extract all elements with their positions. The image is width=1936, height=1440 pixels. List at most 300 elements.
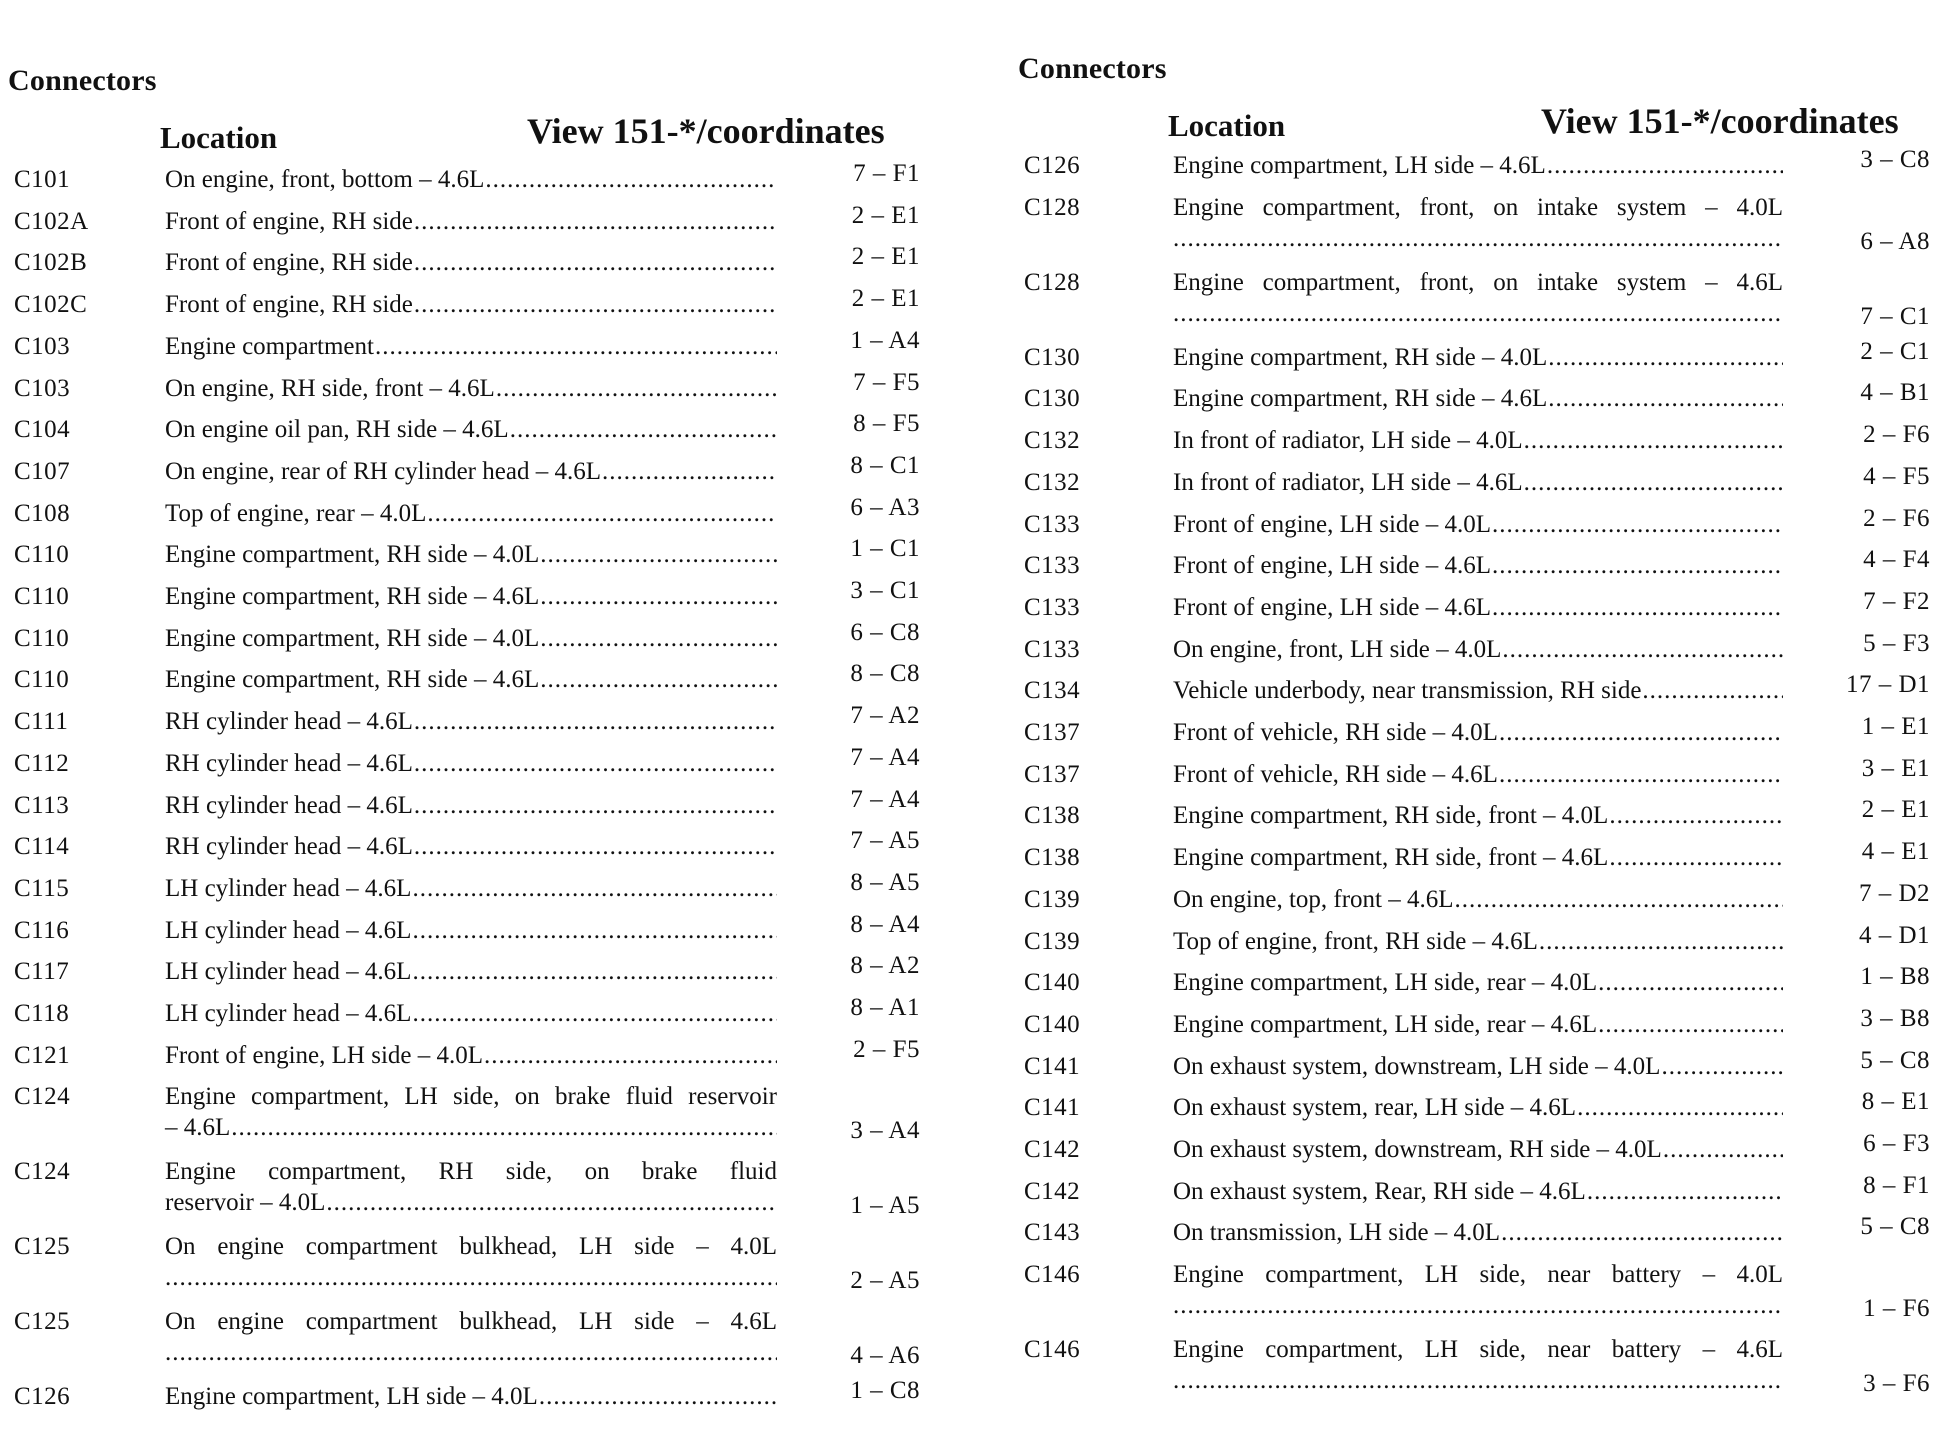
connector-id: C124 (14, 1083, 71, 1111)
connector-id: C124 (14, 1158, 71, 1186)
table-row (1010, 838, 1936, 884)
location-text (165, 706, 777, 737)
dot-leader (414, 206, 777, 237)
dot-leader (1548, 342, 1783, 373)
table-row (1010, 713, 1936, 759)
location-header: Location (1168, 108, 1286, 143)
location-text (165, 1231, 777, 1293)
location-text (165, 748, 777, 779)
table-row (0, 410, 960, 456)
table-row (0, 368, 960, 415)
location-text (1173, 425, 1783, 456)
table-row (1010, 504, 1936, 551)
table-row (1010, 546, 1936, 592)
location-label: Engine compartment, front, on intake system – 4.6L (1173, 268, 1783, 296)
location-text (1173, 383, 1783, 414)
table-row (1010, 462, 1936, 509)
location-text (165, 1156, 777, 1218)
connector-id: C103 (14, 332, 71, 360)
connector-id: C137 (1024, 760, 1081, 788)
connector-id: C133 (1024, 552, 1081, 580)
table-row (0, 1377, 960, 1423)
location-label-continued: reservoir – 4.0L (165, 1189, 326, 1217)
table-row (1010, 267, 1936, 342)
table-row (0, 285, 960, 331)
connector-id: C143 (1024, 1219, 1081, 1247)
connector-id: C128 (1024, 268, 1081, 296)
table-row (1010, 629, 1936, 676)
coordinates: 3 – E1 (1861, 754, 1930, 782)
coordinates: 3 – A4 (850, 1117, 920, 1145)
dot-leader (412, 873, 777, 904)
table-row (0, 952, 960, 998)
table-row (1010, 796, 1936, 842)
location-label: On exhaust system, Rear, RH side – 4.6L (1173, 1177, 1586, 1205)
location-label: Front of engine, RH side (165, 207, 413, 235)
coordinates: 2 – A5 (850, 1267, 920, 1295)
section-title: Connectors (8, 64, 157, 97)
coordinates: 3 – F6 (1863, 1370, 1930, 1398)
coordinates: 8 – A1 (850, 994, 920, 1021)
location-label: Front of engine, LH side – 4.0L (1173, 510, 1492, 538)
location-label: LH cylinder head – 4.6L (165, 916, 412, 944)
location-text (1173, 675, 1783, 706)
location-text (1173, 926, 1783, 957)
location-label: On engine oil pan, RH side – 4.6L (165, 416, 509, 444)
dot-leader (1492, 592, 1783, 623)
dot-leader (540, 623, 777, 654)
coordinates: 6 – C8 (850, 618, 920, 646)
connector-id: C132 (1024, 427, 1081, 455)
location-text (165, 498, 777, 529)
location-label: RH cylinder head – 4.6L (165, 749, 413, 777)
dot-leader (1663, 1134, 1783, 1165)
connector-id: C111 (14, 708, 69, 736)
location-text (165, 790, 777, 821)
view-coordinates-header: View 151-*/coordinates (527, 111, 885, 151)
table-row (0, 1306, 960, 1381)
location-label: Engine compartment, LH side, rear – 4.0L (1173, 969, 1598, 997)
location-text (1173, 550, 1783, 581)
table-row (1010, 192, 1936, 267)
location-label: Engine compartment, RH side, on brake fluid (165, 1158, 777, 1186)
table-row (1010, 754, 1936, 801)
connector-id: C141 (1024, 1052, 1081, 1080)
coordinates: 8 – A2 (850, 952, 920, 980)
table-row (0, 743, 960, 790)
dot-leader (484, 1040, 777, 1071)
dot-leader (1598, 967, 1783, 998)
connector-id: C102A (14, 207, 89, 235)
location-text (1173, 884, 1783, 915)
connector-id: C134 (1024, 677, 1081, 705)
location-text (165, 331, 777, 362)
location-text (1173, 967, 1783, 998)
coordinates: 8 – F5 (853, 410, 920, 438)
location-text (165, 414, 777, 445)
table-row (0, 243, 960, 289)
location-text (165, 664, 777, 695)
connector-id: C107 (14, 457, 71, 485)
coordinates: 5 – C8 (1860, 1046, 1930, 1074)
table-row (0, 1035, 960, 1082)
location-text (1173, 759, 1783, 790)
location-label: Front of engine, LH side – 4.6L (1173, 552, 1492, 580)
connector-id: C133 (1024, 593, 1081, 621)
location-label: On engine compartment bulkhead, LH side – 4.0L (165, 1233, 777, 1261)
table-row (1010, 146, 1936, 192)
location-label: Front of engine, LH side – 4.0L (165, 1041, 484, 1069)
connector-id: C132 (1024, 468, 1081, 496)
coordinates: 4 – F5 (1863, 462, 1930, 490)
coordinates: 8 – C1 (850, 451, 920, 479)
location-text (165, 956, 777, 987)
location-text (1173, 1176, 1783, 1207)
location-text (1173, 192, 1783, 254)
dot-leader (1173, 1365, 1783, 1396)
coordinates: 17 – D1 (1845, 671, 1930, 699)
connector-id: C128 (1024, 193, 1081, 221)
location-label: LH cylinder head – 4.6L (165, 1000, 412, 1027)
dot-leader (1548, 383, 1783, 414)
location-label: Front of engine, RH side (165, 249, 413, 277)
coordinates: 4 – B1 (1860, 379, 1930, 407)
coordinates: 7 – F1 (853, 160, 920, 187)
dot-leader (1587, 1176, 1783, 1207)
coordinates: 7 – F5 (853, 368, 920, 396)
location-label: Engine compartment, LH side, near battery – 4.0L (1173, 1261, 1783, 1289)
coordinates: 2 – E1 (851, 243, 920, 271)
location-text (165, 831, 777, 862)
location-text (1173, 800, 1783, 831)
dot-leader (1499, 759, 1783, 790)
dot-leader (414, 748, 777, 779)
table-row (0, 160, 960, 206)
location-label: Engine compartment, LH side – 4.6L (1173, 152, 1546, 179)
table-row (1010, 1004, 1936, 1051)
location-text (1173, 1092, 1783, 1123)
location-text (165, 1081, 777, 1143)
table-row (0, 1231, 960, 1306)
location-text (165, 915, 777, 946)
table-row (0, 868, 960, 915)
coordinates: 2 – C1 (1860, 337, 1930, 365)
dot-leader (1524, 425, 1783, 456)
location-text (165, 1306, 777, 1368)
table-row (0, 493, 960, 540)
table-row (0, 1156, 960, 1231)
table-row (1010, 1130, 1936, 1176)
connector-id: C103 (14, 374, 71, 402)
coordinates: 5 – C8 (1860, 1213, 1930, 1241)
dot-leader (1539, 926, 1783, 957)
connector-id: C110 (14, 624, 70, 652)
dot-leader (414, 289, 777, 320)
coordinates: 1 – A5 (850, 1192, 920, 1220)
dot-leader (231, 1112, 777, 1143)
location-label: RH cylinder head – 4.6L (165, 791, 413, 819)
dot-leader (375, 331, 777, 362)
location-label: Engine compartment, LH side – 4.0L (165, 1383, 538, 1411)
connector-id: C139 (1024, 885, 1081, 913)
table-row (0, 1081, 960, 1156)
location-label: Engine compartment, RH side – 4.6L (165, 666, 540, 694)
coordinates: 6 – F3 (1863, 1130, 1930, 1157)
table-row (0, 535, 960, 581)
location-text (165, 539, 777, 570)
coordinates: 8 – A5 (850, 868, 920, 896)
location-label: Top of engine, rear – 4.0L (165, 499, 427, 527)
connector-id: C117 (14, 958, 70, 986)
connector-id: C126 (14, 1383, 71, 1411)
location-label: Engine compartment, LH side, near battery – 4.6L (1173, 1336, 1783, 1364)
table-row (0, 827, 960, 873)
dot-leader (326, 1187, 777, 1218)
connector-id: C104 (14, 416, 71, 444)
location-label: On exhaust system, downstream, RH side – 4.0L (1173, 1136, 1662, 1163)
table-row (1010, 421, 1936, 467)
coordinates: 2 – E1 (851, 285, 920, 313)
location-label: Front of vehicle, RH side – 4.0L (1173, 719, 1498, 746)
dot-leader (1524, 467, 1783, 498)
table-row (0, 577, 960, 623)
connector-id: C102B (14, 249, 88, 277)
table-row (0, 326, 960, 373)
dot-leader (1661, 1051, 1783, 1082)
connector-id: C146 (1024, 1261, 1081, 1289)
location-text (1173, 1334, 1783, 1396)
table-row (1010, 1259, 1936, 1334)
table-row (1010, 1171, 1936, 1218)
location-label: Engine compartment, RH side, front – 4.0L (1173, 802, 1609, 830)
table-row (1010, 379, 1936, 425)
coordinates: 2 – F6 (1863, 421, 1930, 449)
location-text (165, 1040, 777, 1071)
connector-id: C110 (14, 666, 70, 694)
coordinates: 1 – E1 (1861, 713, 1930, 740)
location-label: LH cylinder head – 4.6L (165, 874, 412, 902)
location-text (1173, 342, 1783, 373)
view-coordinates-header: View 151-*/coordinates (1541, 101, 1899, 141)
dot-leader (1547, 150, 1783, 181)
location-label: LH cylinder head – 4.6L (165, 958, 412, 986)
coordinates: 1 – B8 (1860, 963, 1930, 991)
coordinates: 1 – F6 (1863, 1295, 1930, 1323)
coordinates: 2 – F5 (853, 1035, 920, 1063)
location-label: On exhaust system, downstream, LH side – 4.0L (1173, 1052, 1661, 1080)
location-label: RH cylinder head – 4.6L (165, 833, 413, 861)
coordinates: 4 – E1 (1861, 838, 1930, 866)
location-label-continued: – 4.6L (165, 1114, 231, 1142)
dot-leader (165, 1337, 777, 1368)
location-text (165, 623, 777, 654)
connector-id: C137 (1024, 719, 1081, 746)
dot-leader (414, 706, 777, 737)
location-label: Engine compartment, RH side – 4.6L (165, 583, 540, 610)
location-text (1173, 717, 1783, 748)
location-label: Engine compartment, RH side – 4.0L (165, 541, 540, 569)
connector-id: C114 (14, 833, 70, 861)
location-label: On engine, rear of RH cylinder head – 4.6L (165, 457, 601, 485)
connector-id: C133 (1024, 635, 1081, 663)
dot-leader (1492, 550, 1783, 581)
location-text (1173, 467, 1783, 498)
table-row (0, 785, 960, 832)
location-text (1173, 634, 1783, 665)
coordinates: 1 – C8 (850, 1377, 920, 1405)
location-text (165, 164, 777, 195)
location-header: Location (160, 120, 278, 155)
location-label: Engine compartment, RH side – 4.0L (1173, 343, 1548, 371)
coordinates: 4 – D1 (1858, 921, 1930, 949)
location-text (1173, 1051, 1783, 1082)
section-title: Connectors (1018, 52, 1167, 85)
connector-id: C110 (14, 583, 70, 610)
location-label: Top of engine, front, RH side – 4.6L (1173, 927, 1538, 955)
location-label: On engine, top, front – 4.6L (1173, 885, 1454, 913)
connector-id: C112 (14, 749, 70, 777)
dot-leader (427, 498, 777, 529)
connector-id: C142 (1024, 1177, 1081, 1205)
coordinates: 2 – F6 (1863, 504, 1930, 532)
coordinates: 1 – C1 (850, 535, 920, 563)
table-row (1010, 671, 1936, 717)
coordinates: 4 – A6 (850, 1342, 920, 1370)
dot-leader (602, 456, 777, 487)
coordinates: 7 – A4 (850, 785, 920, 813)
table-row (1010, 1088, 1936, 1134)
connector-id: C142 (1024, 1136, 1081, 1163)
location-label: Engine compartment, RH side – 4.6L (1173, 385, 1548, 413)
location-label: RH cylinder head – 4.6L (165, 708, 413, 736)
location-text (165, 873, 777, 904)
location-label: Front of engine, LH side – 4.6L (1173, 593, 1492, 621)
connector-id: C141 (1024, 1094, 1081, 1122)
dot-leader (496, 373, 777, 404)
location-text (1173, 842, 1783, 873)
dot-leader (1642, 675, 1783, 706)
connector-id: C125 (14, 1308, 71, 1336)
connector-id: C130 (1024, 343, 1081, 371)
location-label: On engine, front, bottom – 4.6L (165, 166, 485, 193)
location-label: Engine compartment, LH side, rear – 4.6L (1173, 1010, 1598, 1038)
location-text (1173, 509, 1783, 540)
dot-leader (414, 790, 777, 821)
coordinates: 3 – C1 (850, 577, 920, 604)
location-label: Front of engine, RH side (165, 291, 413, 319)
coordinates: 3 – C8 (1860, 146, 1930, 173)
coordinates: 7 – C1 (1860, 302, 1930, 330)
connector-id: C140 (1024, 969, 1081, 997)
table-row (0, 201, 960, 248)
dot-leader (1455, 884, 1783, 915)
table-row (0, 451, 960, 498)
location-text (1173, 267, 1783, 329)
location-label: In front of radiator, LH side – 4.6L (1173, 468, 1523, 496)
location-label: Vehicle underbody, near transmission, RH side (1173, 677, 1642, 705)
dot-leader (412, 998, 777, 1029)
coordinates: 8 – A4 (850, 910, 920, 938)
dot-leader (1598, 1009, 1783, 1040)
location-text (1173, 1217, 1783, 1248)
connector-id: C130 (1024, 385, 1081, 413)
connector-id: C125 (14, 1233, 71, 1261)
coordinates: 6 – A3 (850, 493, 920, 521)
table-row (0, 660, 960, 706)
table-row (1010, 921, 1936, 968)
dot-leader (1173, 298, 1783, 329)
connector-id: C126 (1024, 152, 1081, 179)
location-label: Engine compartment, RH side – 4.0L (165, 624, 540, 652)
table-row (1010, 1334, 1936, 1409)
location-label: Engine compartment, RH side, front – 4.6L (1173, 844, 1609, 872)
dot-leader (1173, 1290, 1783, 1321)
dot-leader (414, 831, 777, 862)
table-row (0, 910, 960, 957)
coordinates: 8 – F1 (1863, 1171, 1930, 1199)
location-text (165, 581, 777, 612)
location-text (1173, 150, 1783, 181)
table-row (1010, 1046, 1936, 1093)
dot-leader (1609, 842, 1783, 873)
location-label: On exhaust system, rear, LH side – 4.6L (1173, 1094, 1577, 1122)
location-label: Engine compartment, LH side, on brake fluid reservoir (165, 1083, 777, 1111)
dot-leader (1499, 717, 1783, 748)
coordinates: 7 – A4 (850, 743, 920, 771)
coordinates: 6 – A8 (1860, 227, 1930, 255)
dot-leader (510, 414, 777, 445)
dot-leader (539, 1381, 777, 1412)
location-label: On engine, front, LH side – 4.0L (1173, 635, 1502, 663)
location-text (165, 1381, 777, 1412)
connector-id: C115 (14, 874, 70, 902)
coordinates: 2 – E1 (851, 201, 920, 229)
location-text (165, 247, 777, 278)
connector-id: C146 (1024, 1336, 1081, 1364)
table-row (1010, 963, 1936, 1009)
coordinates: 7 – A2 (850, 702, 920, 730)
dot-leader (540, 664, 777, 695)
connector-id: C133 (1024, 510, 1081, 538)
table-row (1010, 587, 1936, 634)
dot-leader (412, 956, 777, 987)
connector-id: C118 (14, 1000, 70, 1027)
coordinates: 7 – D2 (1858, 879, 1930, 907)
location-text (1173, 1134, 1783, 1165)
location-text (165, 373, 777, 404)
dot-leader (165, 1262, 777, 1293)
coordinates: 3 – B8 (1860, 1004, 1930, 1032)
table-row (1010, 879, 1936, 926)
location-text (1173, 1259, 1783, 1321)
coordinates: 8 – E1 (1861, 1088, 1930, 1116)
dot-leader (412, 915, 777, 946)
coordinates: 4 – F4 (1863, 546, 1930, 574)
dot-leader (1501, 1217, 1783, 1248)
dot-leader (485, 164, 777, 195)
coordinates: 5 – F3 (1863, 629, 1930, 657)
location-label: Front of vehicle, RH side – 4.6L (1173, 760, 1498, 788)
coordinates: 7 – F2 (1863, 587, 1930, 615)
location-label: On engine compartment bulkhead, LH side – 4.6L (165, 1308, 777, 1336)
table-row (1010, 1213, 1936, 1259)
connector-id: C102C (14, 291, 88, 319)
dot-leader (1502, 634, 1783, 665)
coordinates: 1 – A4 (850, 326, 920, 354)
location-text (165, 456, 777, 487)
location-label: In front of radiator, LH side – 4.0L (1173, 427, 1523, 455)
table-row (0, 702, 960, 748)
